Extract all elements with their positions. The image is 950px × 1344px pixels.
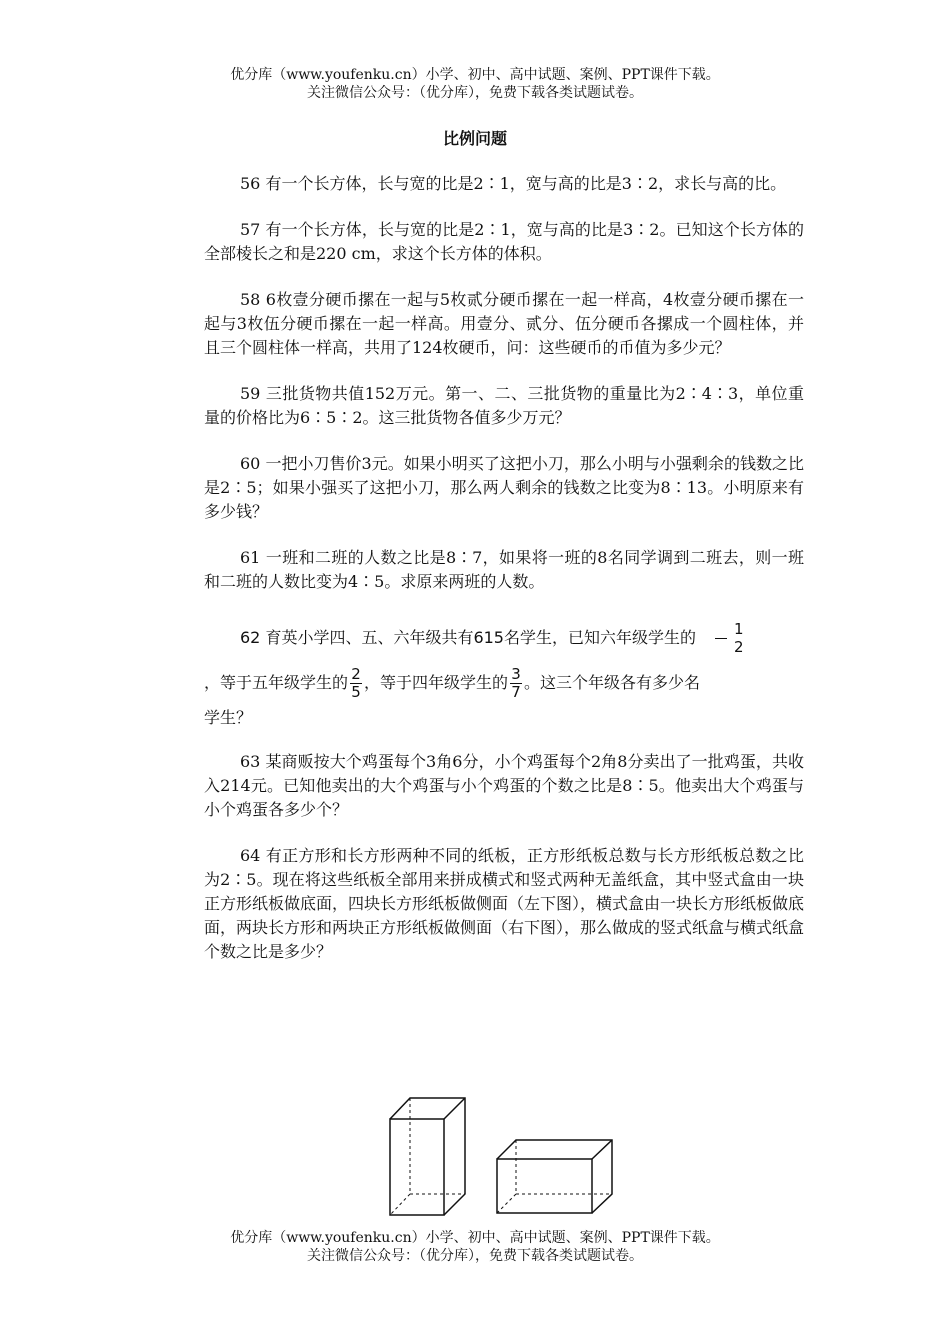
question-56: 56 有一个长方体，长与宽的比是2∶1，宽与高的比是3∶2，求长与高的比。: [240, 174, 787, 193]
question-62-text-3: ，等于四年级学生的: [364, 673, 509, 692]
fraction-denominator: 2: [734, 638, 744, 656]
page-title: 比例问题: [442, 129, 507, 148]
page-footer: [0, 1229, 950, 1265]
fraction-1-2: [698, 621, 744, 656]
question-list: [204, 172, 804, 986]
fraction-denominator: 7: [511, 683, 521, 701]
question-59: 59 三批货物共值152万元。第一、二、三批货物的重量比为2∶4∶3，单位重量的价格比为6∶5∶2。这三批货物各值多少万元？: [204, 384, 804, 427]
footer-line-1: 优分库（www.youfenku.cn）小学、初中、高中试题、案例、PPT课件下载。: [230, 1230, 720, 1246]
vertical-box-hidden-edges: [390, 1098, 465, 1215]
question-62-text-1: 62 育英小学四、五、六年级共有615名学生，已知六年级学生的: [240, 628, 696, 647]
vertical-box-figure: [390, 1098, 465, 1215]
fraction-denominator: 5: [351, 683, 361, 701]
fraction-numerator: 3: [511, 665, 521, 683]
fraction-3-7: [510, 666, 522, 701]
vertical-box-back-edges: [390, 1098, 465, 1215]
question-60: 60 一把小刀售价3元。如果小明买了这把小刀，那么小明与小强剩余的钱数之比是2∶5；如果小强买了这把小刀，那么两人剩余的钱数之比变为8∶13。小明原来有多少钱？: [204, 454, 804, 521]
question-64: 64 有正方形和长方形两种不同的纸板，正方形纸板总数与长方形纸板总数之比为2∶5。现在将这些纸板全部用来拼成横式和竖式两种无盖纸盒，其中竖式盒由一块正方形纸板做底面，四块长方形纸板做侧面（左下图），横式盒由一块长方形纸板做底面，两块长方形和两块正方形纸板做侧面（右下图），那么做成的竖式纸盒与横式纸盒个数之比是多少？: [204, 846, 805, 961]
fraction-numerator: 2: [351, 665, 361, 683]
header-line-2: 关注微信公众号：（优分库），免费下载各类试题试卷。: [307, 85, 643, 101]
question-62-text-2: ，等于五年级学生的: [204, 673, 349, 692]
question-58: 58 6枚壹分硬币摞在一起与5枚贰分硬币摞在一起一样高，4枚壹分硬币摞在一起与3枚伍分硬币摞在一起一样高。用壹分、贰分、伍分硬币各摞成一个圆柱体，并且三个圆柱体一样高，共用了124枚硬币，问：这些硬币的币值为多少元？: [204, 290, 804, 357]
footer-line-2: 关注微信公众号：（优分库），免费下载各类试题试卷。: [307, 1248, 643, 1264]
vertical-box-front-face: [390, 1119, 444, 1215]
question-62: [204, 616, 804, 730]
question-62-line-3: 学生？: [204, 708, 253, 727]
question-57: 57 有一个长方体，长与宽的比是2∶1，宽与高的比是3∶2。已知这个长方体的全部棱长之和是220 cm，求这个长方体的体积。: [204, 220, 804, 263]
fraction-numerator: 1: [734, 620, 744, 638]
header-line-1: 优分库（www.youfenku.cn）小学、初中、高中试题、案例、PPT课件下载。: [230, 67, 720, 83]
horizontal-box-back-edges: [497, 1140, 612, 1213]
page-header: [0, 66, 950, 102]
box-figures: [380, 1093, 630, 1218]
question-63: 63 某商贩按大个鸡蛋每个3角6分，小个鸡蛋每个2角8分卖出了一批鸡蛋，共收入214元。已知他卖出的大个鸡蛋与小个鸡蛋的个数之比是8∶5。他卖出大个鸡蛋与小个鸡蛋各多少个？: [204, 752, 804, 819]
horizontal-box-figure: [497, 1140, 612, 1213]
question-62-text-4: 。这三个年级各有多少名: [524, 673, 701, 692]
horizontal-box-hidden-edges: [497, 1140, 612, 1213]
fraction-2-5: [350, 666, 362, 701]
vertical-box-top-edge: [444, 1098, 465, 1119]
question-62-line-2: [204, 660, 804, 706]
horizontal-box-front-face: [497, 1159, 592, 1213]
question-61: 61 一班和二班的人数之比是8∶7，如果将一班的8名同学调到二班去，则一班和二班的人数比变为4∶5。求原来两班的人数。: [204, 548, 804, 591]
question-62-line-1: [204, 616, 804, 660]
horizontal-box-top-edge: [592, 1140, 612, 1159]
